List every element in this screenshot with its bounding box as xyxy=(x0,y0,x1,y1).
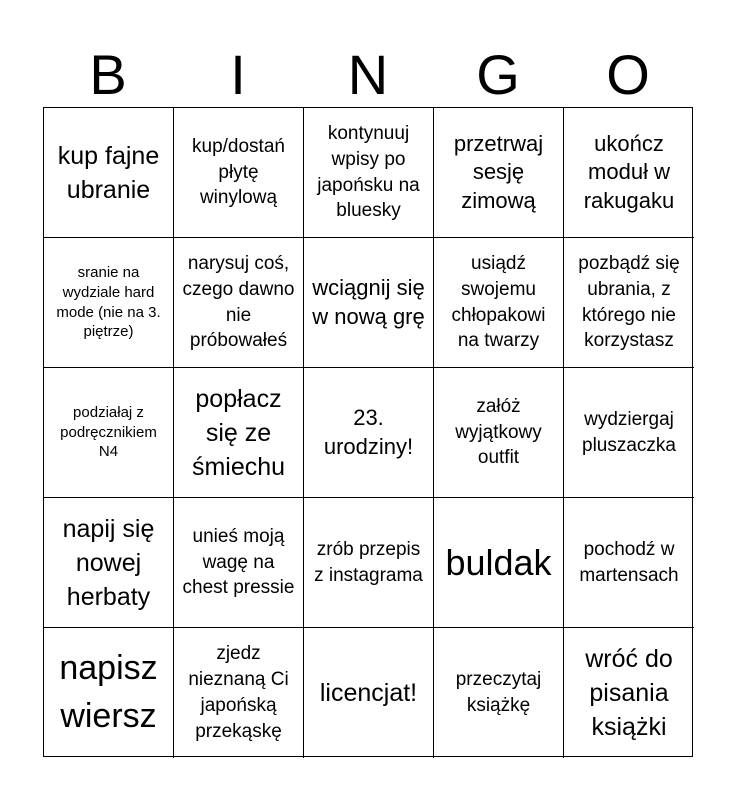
cell-text: kup fajne ubranie xyxy=(57,141,160,204)
bingo-cell[interactable] xyxy=(174,628,304,758)
bingo-cell[interactable] xyxy=(304,238,434,368)
bingo-cell[interactable] xyxy=(434,238,564,368)
cell-text: załóż wyjątkowy outfit xyxy=(455,395,542,469)
cell-text: pozbądź się ubrania, z którego nie korzystasz xyxy=(578,252,680,352)
bingo-cell[interactable] xyxy=(304,498,434,628)
bingo-cell[interactable] xyxy=(434,498,564,628)
cell-text: 23. urodziny! xyxy=(323,404,414,459)
bingo-cell[interactable] xyxy=(434,628,564,758)
bingo-title xyxy=(43,42,693,108)
bingo-cell[interactable] xyxy=(564,238,694,368)
cell-text: kup/dostań płytę winylową xyxy=(192,135,285,209)
cell-text: kontynuuj wpisy po japońsku na bluesky xyxy=(317,122,420,222)
bingo-cell[interactable] xyxy=(44,498,174,628)
title-letter-i: I xyxy=(230,43,246,106)
bingo-cell[interactable] xyxy=(304,628,434,758)
cell-text: napisz wiersz xyxy=(59,649,158,735)
bingo-cell[interactable] xyxy=(174,368,304,498)
title-letter-g: G xyxy=(476,43,520,106)
cell-text: licencjat! xyxy=(319,679,418,707)
bingo-cell[interactable] xyxy=(304,108,434,238)
bingo-cell[interactable] xyxy=(174,108,304,238)
bingo-cell[interactable] xyxy=(564,108,694,238)
bingo-cell[interactable] xyxy=(564,498,694,628)
cell-text: popłacz się ze śmiechu xyxy=(191,384,286,481)
bingo-cell[interactable] xyxy=(174,498,304,628)
cell-text: narysuj coś, czego dawno nie próbowałeś xyxy=(182,252,295,352)
cell-text: pochodź w martensach xyxy=(579,538,679,586)
title-letter-n: N xyxy=(347,43,389,106)
bingo-cell[interactable] xyxy=(564,628,694,758)
cell-text: przeczytaj książkę xyxy=(455,669,542,716)
cell-text: wciągnij się w nową grę xyxy=(312,274,425,329)
bingo-cell[interactable] xyxy=(564,368,694,498)
cell-text: zrób przepis z instagrama xyxy=(314,538,423,586)
cell-text: sranie na wydziale hard mode (nie na 3. piętrze) xyxy=(56,263,161,341)
cell-text: zjedz nieznaną Ci japońską przekąskę xyxy=(188,643,289,742)
cell-text: przetrwaj sesję zimową xyxy=(453,130,544,213)
cell-text: buldak xyxy=(445,542,552,583)
bingo-cell[interactable] xyxy=(434,108,564,238)
title-letter-o: O xyxy=(606,43,650,106)
cell-text: podziałaj z podręcznikiem N4 xyxy=(60,403,157,461)
cell-text: wróć do pisania książki xyxy=(585,645,673,741)
bingo-cell[interactable] xyxy=(434,368,564,498)
bingo-board xyxy=(43,107,693,757)
title-letter-b: B xyxy=(89,43,127,106)
bingo-cell[interactable] xyxy=(44,108,174,238)
bingo-cell[interactable] xyxy=(174,238,304,368)
bingo-cell[interactable] xyxy=(44,628,174,758)
bingo-cell[interactable] xyxy=(304,368,434,498)
cell-text: napij się nowej herbaty xyxy=(62,514,155,611)
cell-text: ukończ moduł w rakugaku xyxy=(583,130,675,213)
cell-text: unieś moją wagę na chest pressie xyxy=(182,525,295,599)
bingo-cell[interactable] xyxy=(44,368,174,498)
cell-text: usiądź swojemu chłopakowi na twarzy xyxy=(451,252,546,352)
bingo-cell[interactable] xyxy=(44,238,174,368)
cell-text: wydziergaj pluszaczka xyxy=(582,408,676,456)
